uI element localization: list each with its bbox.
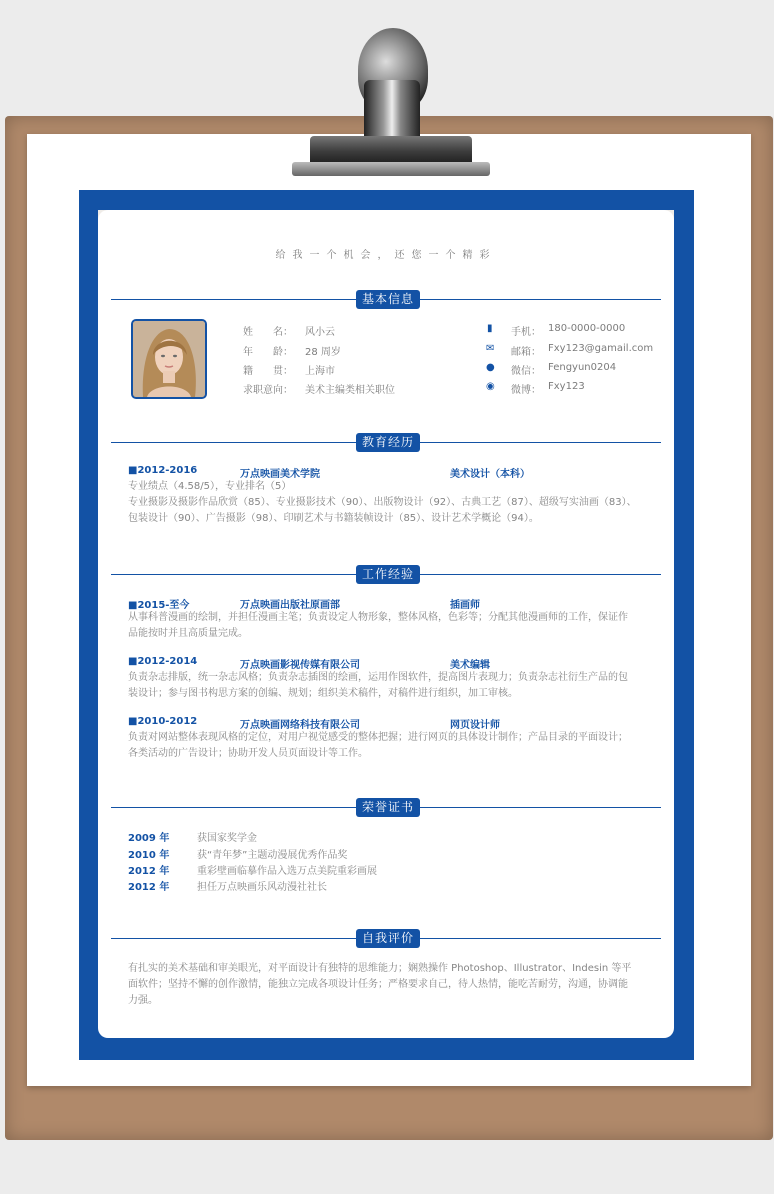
self-eval-line: 面软件；坚持不懈的创作激情，能独立完成各项设计任务；严格要求自己，待人热情，能吃苦耐劳，沟通，协调能 xyxy=(128,979,628,990)
name-label: 姓 名： xyxy=(243,327,293,338)
section-title-education: 教育经历 xyxy=(356,433,420,452)
job-intent-value: 美术主编类相关职位 xyxy=(305,385,395,396)
self-eval-line: 力强。 xyxy=(128,995,158,1006)
email-icon: ✉ xyxy=(486,343,495,354)
weibo-icon: ◉ xyxy=(486,381,495,392)
section-title-basic: 基本信息 xyxy=(356,290,420,309)
honor-text: 获国家奖学金 xyxy=(197,833,257,844)
honor-text: 获“青年梦”主题动漫展优秀作品奖 xyxy=(197,850,348,861)
binder-clip-base xyxy=(292,162,490,176)
binder-clip-neck xyxy=(364,80,420,142)
weibo-label: 微博： xyxy=(511,385,541,396)
job-position: 网页设计师 xyxy=(450,720,500,731)
job-line: 负责杂志排版，统一杂志风格；负责杂志插图的绘画，运用作图软件，提高图片表现力；负责杂志社衍生产品的包 xyxy=(128,672,628,683)
job-line: 负责对网站整体表现风格的定位，对用户视觉感受的整体把握；进行网页的具体设计制作；产品目录的平面设计； xyxy=(128,732,628,743)
job-period: ■2010-2012 xyxy=(128,716,198,727)
wechat-icon: ● xyxy=(486,362,495,373)
edu-period: ■2012-2016 xyxy=(128,465,198,476)
name-value: 风小云 xyxy=(305,327,335,338)
job-company: 万点映画网络科技有限公司 xyxy=(240,720,360,731)
job-line: 装设计；参与图书构思方案的创编、规划；组织美术稿件，对稿件进行组织，加工审核。 xyxy=(128,688,518,699)
job-line: 品能按时并且高质量完成。 xyxy=(128,628,248,639)
profile-photo xyxy=(131,319,207,399)
edu-line: 专业绩点（4.58/5），专业排名（5） xyxy=(128,481,292,492)
edu-major: 美术设计（本科） xyxy=(450,469,530,480)
phone-value: 180-0000-0000 xyxy=(548,323,626,334)
job-period: ■2012-2014 xyxy=(128,656,198,667)
honor-year: 2012 年 xyxy=(128,882,170,893)
section-title-honors: 荣誉证书 xyxy=(356,798,420,817)
honor-year: 2010 年 xyxy=(128,850,170,861)
job-line: 从事科普漫画的绘制，并担任漫画主笔；负责设定人物形象，整体风格，色彩等；分配其他漫画师的工作，保证作 xyxy=(128,612,628,623)
job-position: 美术编辑 xyxy=(450,660,490,671)
job-period: ■2015-至今 xyxy=(128,600,190,611)
phone-label: 手机： xyxy=(511,327,541,338)
age-label: 年 龄： xyxy=(243,347,293,358)
honor-text: 重彩壁画临摹作品入选万点美院重彩画展 xyxy=(197,866,377,877)
hometown-value: 上海市 xyxy=(305,366,335,377)
phone-icon: ▮ xyxy=(487,323,493,334)
hometown-label: 籍 贯： xyxy=(243,366,293,377)
resume-content xyxy=(98,210,674,1038)
age-value: 28 周岁 xyxy=(305,347,341,358)
job-company: 万点映画影视传媒有限公司 xyxy=(240,660,360,671)
job-position: 插画师 xyxy=(450,600,480,611)
job-intent-label: 求职意向： xyxy=(243,385,293,396)
wechat-label: 微信： xyxy=(511,366,541,377)
honor-text: 担任万点映画乐风动漫社社长 xyxy=(197,882,327,893)
edu-line: 专业摄影及摄影作品欣赏（85）、专业摄影技术（90）、出版物设计（92）、古典工艺（87）、超级写实油画（83）、 xyxy=(128,497,637,508)
portrait-image xyxy=(133,321,205,397)
email-value: Fxy123@gamail.com xyxy=(548,343,654,354)
section-title-self: 自我评价 xyxy=(356,929,420,948)
slogan: 给我一个机会，还您一个精彩 xyxy=(275,250,497,261)
weibo-value: Fxy123 xyxy=(548,381,585,392)
self-eval-line: 有扎实的美术基础和审美眼光，对平面设计有独特的思维能力；娴熟操作 Photoshop、Illustrator、Indesin 等平 xyxy=(128,963,632,974)
job-line: 各类活动的广告设计；协助开发人员页面设计等工作。 xyxy=(128,748,368,759)
edu-line: 包装设计（90）、广告摄影（98）、印刷艺术与书籍装帧设计（85）、设计艺术学概论（94）。 xyxy=(128,513,539,524)
honor-year: 2012 年 xyxy=(128,866,170,877)
honor-year: 2009 年 xyxy=(128,833,170,844)
edu-school: 万点映画美术学院 xyxy=(240,469,320,480)
section-title-work: 工作经验 xyxy=(356,565,420,584)
job-company: 万点映画出版社原画部 xyxy=(240,600,340,611)
wechat-value: Fengyun0204 xyxy=(548,362,617,373)
email-label: 邮箱： xyxy=(511,347,541,358)
